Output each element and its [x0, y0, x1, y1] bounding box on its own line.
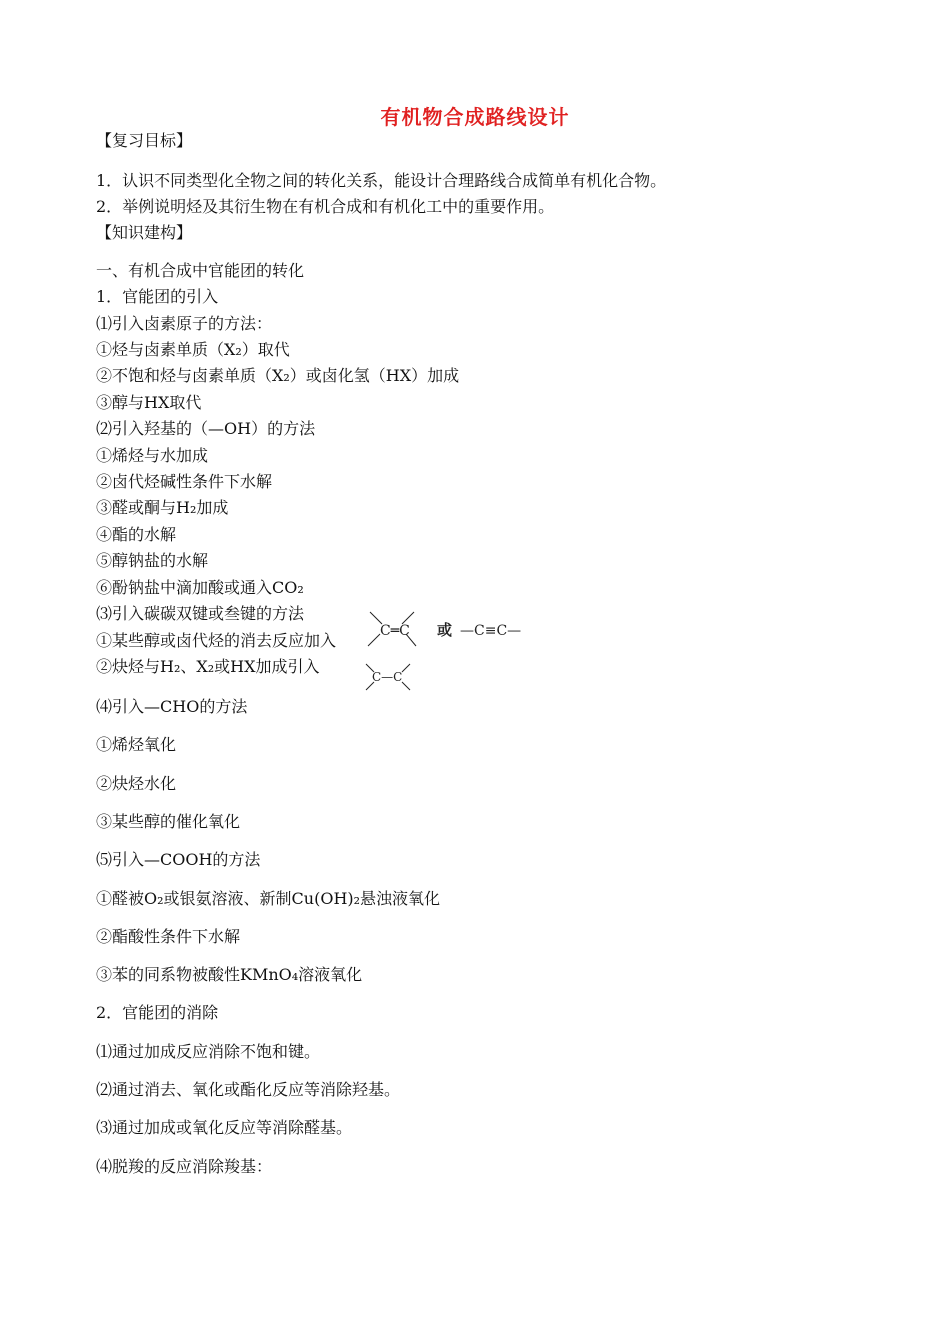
double-triple-bond-formula — [362, 606, 538, 652]
list-item: ⑷脱羧的反应消除羧基： — [96, 1157, 273, 1176]
method-heading: ⑸引入—COOH的方法 — [96, 850, 261, 869]
single-bond-formula — [360, 660, 420, 694]
list-item: ⑴通过加成反应消除不饱和键。 — [96, 1042, 321, 1061]
list-item: ①烯烃氧化 — [96, 735, 177, 754]
list-item: ⑤醇钠盐的水解 — [96, 551, 209, 570]
list-item: ②不饱和烃与卤素单质（X₂）或卤化氢（HX）加成 — [96, 366, 460, 385]
single-bond-label: C—C — [372, 670, 403, 684]
list-item: ②卤代烃碱性条件下水解 — [96, 472, 273, 491]
list-item: ②炔烃水化 — [96, 774, 177, 793]
method-heading: ⑶引入碳碳双键或叁键的方法 — [96, 604, 305, 623]
list-item: ⑶通过加成或氧化反应等消除醛基。 — [96, 1118, 353, 1137]
subsection-heading: 2．官能团的消除 — [96, 1003, 219, 1022]
list-item: ①某些醇或卤代烃的消去反应加入 — [96, 631, 337, 650]
goal-item-1: 1．认识不同类型化全物之间的转化关系，能设计合理路线合成简单有机化合物。 — [96, 171, 667, 190]
list-item: ②酯酸性条件下水解 — [96, 927, 241, 946]
list-item: ③某些醇的催化氧化 — [96, 812, 241, 831]
double-bond-label: C═C — [380, 623, 410, 639]
review-goals-heading: 【复习目标】 — [96, 131, 193, 150]
page-title: 有机物合成路线设计 — [380, 105, 570, 129]
knowledge-heading: 【知识建构】 — [96, 223, 193, 242]
subsection-heading: 1．官能团的引入 — [96, 287, 219, 306]
list-item: ⑥酚钠盐中滴加酸或通入CO₂ — [96, 578, 304, 597]
list-item: ③醛或酮与H₂加成 — [96, 498, 229, 517]
list-item: ①醛被O₂或银氨溶液、新制Cu(OH)₂悬浊液氧化 — [96, 889, 441, 908]
list-item: ③醇与HX取代 — [96, 393, 202, 412]
method-heading: ⑷引入—CHO的方法 — [96, 697, 248, 716]
section-heading: 一、有机合成中官能团的转化 — [96, 261, 305, 280]
method-heading: ⑴引入卤素原子的方法： — [96, 314, 273, 333]
triple-bond-label: —C≡C— — [460, 623, 522, 639]
or-label: 或 — [437, 621, 453, 639]
list-item: ②炔烃与H₂、X₂或HX加成引入 — [96, 657, 320, 676]
list-item: ④酯的水解 — [96, 525, 177, 544]
list-item: ③苯的同系物被酸性KMnO₄溶液氧化 — [96, 965, 363, 984]
list-item: ①烯烃与水加成 — [96, 446, 209, 465]
method-heading: ⑵引入羟基的（—OH）的方法 — [96, 419, 316, 438]
list-item: ①烃与卤素单质（X₂）取代 — [96, 340, 290, 359]
list-item: ⑵通过消去、氧化或酯化反应等消除羟基。 — [96, 1080, 401, 1099]
goal-item-2: 2．举例说明烃及其衍生物在有机合成和有机化工中的重要作用。 — [96, 197, 555, 216]
